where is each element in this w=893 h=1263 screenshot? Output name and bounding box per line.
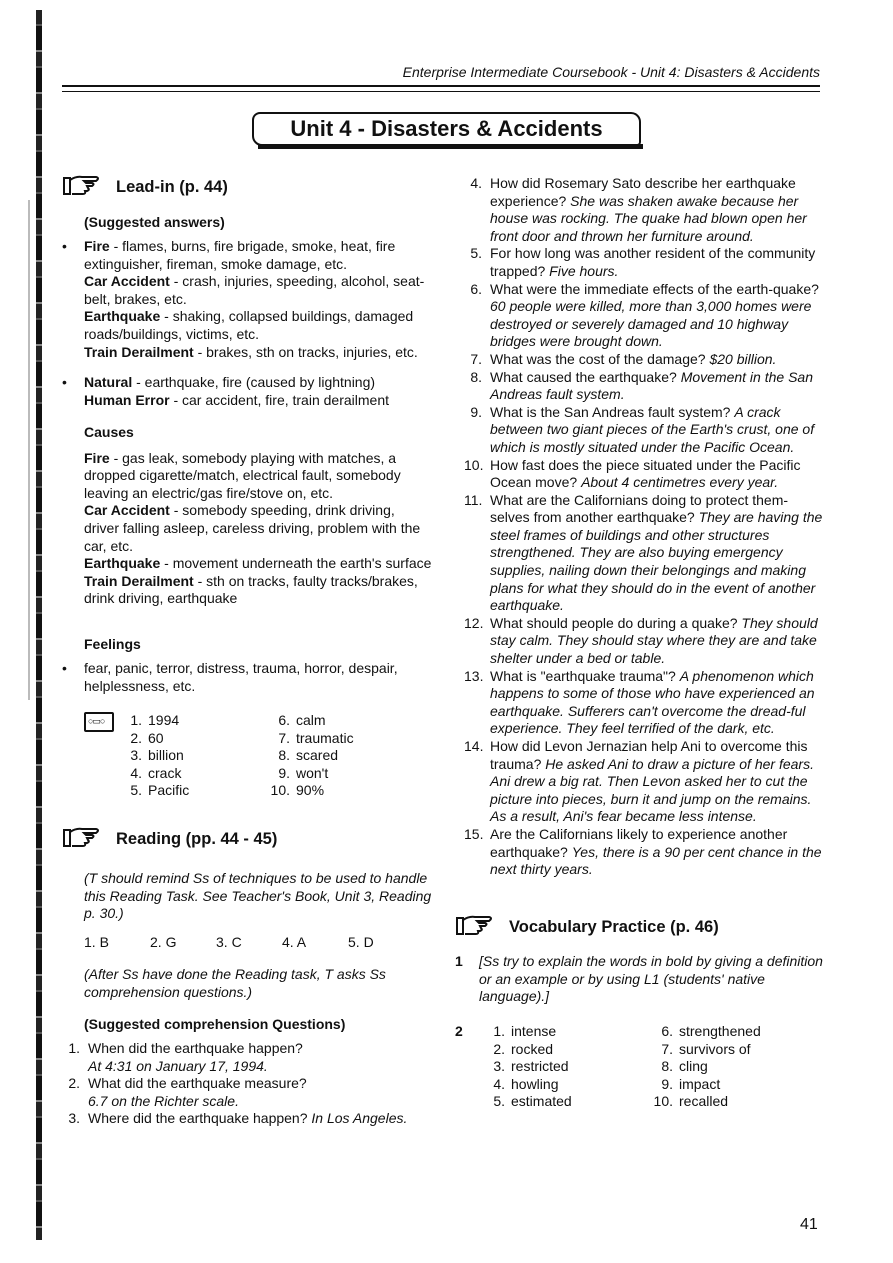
causes-heading: Causes	[84, 424, 134, 440]
question-number: 9.	[470, 403, 482, 420]
reading-heading: Reading (pp. 44 - 45)	[62, 824, 277, 855]
answer-text: They are having the steel frames of buildings and other structures strengthened. They are also buying emergency supplies, nailing down their belongings and making plans for what they should do in the event of another earthquake.	[490, 509, 823, 614]
question-item	[490, 668, 824, 738]
question-number: 6.	[470, 280, 482, 297]
answer-text: She was shaken awake because her house was rocking. The quake had blown open her front door and thrown her furniture around.	[490, 192, 807, 244]
answer-text: Yes, there is a 90 per cent chance in the next thirty years.	[490, 843, 822, 878]
question-text: What caused the earthquake?	[490, 368, 677, 385]
question-number: 5.	[470, 245, 482, 262]
question-text: What are the Californians doing to protect them-selves from another earthquake?	[490, 491, 789, 526]
answer-text: A crack between two giant pieces of the Earth's crust, one of which is mostly situated under the Pacific Ocean.	[490, 403, 815, 455]
header-rule-thin	[62, 91, 820, 92]
running-head: Enterprise Intermediate Coursebook - Unit 4: Disasters & Accidents	[402, 64, 820, 80]
header-rule	[62, 85, 820, 87]
vocab-heading: Vocabulary Practice (p. 46)	[455, 912, 719, 943]
unit-title: Unit 4 - Disasters & Accidents	[252, 112, 641, 146]
question-item	[490, 492, 824, 615]
lead-in-bullet-1: • Fire - flames, burns, fire brigade, smoke, heat, fire extinguisher, fireman, smoke damage, etc. Car Accident - crash, injuries, speeding, alcohol, seat-belt, brakes, etc. Earthquake - shaking, collapsed buildings, damaged roads/buildings, victims, etc. Train Derailment - brakes, sth on tracks, injuries, etc.	[62, 238, 432, 361]
listening-answers: 1. 1994 6. calm 2. 60 7. traumatic 3. billion 8. scared 4. crack 9. won't 5. Pacific 10. 90%	[130, 712, 354, 799]
answer-text: Movement in the San Andreas fault system.	[490, 368, 813, 403]
question-text: What is the San Andreas fault system?	[490, 403, 731, 420]
question-text: How did Rosemary Sato describe her earthquake experience?	[490, 175, 796, 209]
feelings-bullet: • fear, panic, terror, distress, trauma, horror, despair, helplessness, etc.	[62, 660, 432, 695]
question-item	[490, 281, 824, 351]
question-item	[490, 457, 824, 492]
question-item	[490, 351, 824, 369]
question-item	[490, 826, 824, 879]
pointing-hand-icon	[62, 824, 102, 855]
question-item	[490, 245, 824, 280]
question-number: 13.	[464, 667, 484, 684]
vocab-exercise-2: 2 1. intense 6. strengthened 2. rocked 7. survivors of 3. restricted 8. cling 4. howling 9. impact 5. estimated 10. recalled	[455, 1023, 761, 1110]
lead-in-heading: Lead-in (p. 44)	[62, 172, 228, 203]
question-text: What was the cost of the damage?	[490, 350, 706, 367]
question-number: 11.	[464, 491, 483, 508]
question-number: 14.	[464, 738, 484, 754]
lead-in-bullet-2: • Natural - earthquake, fire (caused by lightning) Human Error - car accident, fire, train derailment	[62, 374, 432, 409]
suggested-answers-label: (Suggested answers)	[84, 214, 225, 230]
question-text: What were the immediate effects of the earth-quake?	[490, 280, 819, 297]
question-number: 15.	[464, 825, 484, 842]
reading-answers: 1. B 2. G 3. C 4. A 5. D	[84, 934, 374, 950]
question-text: What is "earthquake trauma"?	[490, 667, 676, 684]
binding-shadow	[28, 200, 30, 700]
question-number: 8.	[470, 368, 482, 385]
question-item	[490, 615, 824, 668]
question-text: How fast does the piece situated under the Pacific Ocean move?	[490, 456, 801, 491]
vocab-exercise-1: 1 [Ss try to explain the words in bold by giving a definition or an example or by using L1 (students' native language).]	[455, 953, 823, 1005]
answer-text: They should stay calm. They should stay where they are and take shelter under a bed or table.	[490, 614, 818, 667]
answer-text: He asked Ani to draw a picture of her fears. Ani drew a big rat. Then Levon asked her to cut the picture into pieces, burn it and jump on the remains. As a result, Ani's fear became less intense.	[490, 755, 814, 825]
answer-text: $20 billion.	[709, 350, 777, 367]
question-text: Are the Californians likely to experience another earthquake?	[490, 825, 788, 860]
question-number: 4.	[470, 175, 482, 191]
comprehension-questions-right	[464, 175, 824, 879]
question-number: 7.	[470, 350, 482, 367]
cassette-icon	[84, 712, 114, 732]
comprehension-heading: (Suggested comprehension Questions)	[84, 1016, 346, 1032]
question-number: 12.	[464, 614, 484, 631]
answer-text: A phenomenon which happens to some of those who have experienced an earthquake. Sufferers can't overcome the dread-ful experience. They feel terrified of the dark, etc.	[490, 667, 815, 737]
lead-in-body	[84, 214, 434, 240]
question-item	[490, 404, 824, 457]
question-item	[490, 738, 824, 826]
question-item	[490, 369, 824, 404]
binding-edge	[36, 10, 42, 1240]
feelings-heading: Feelings	[84, 636, 141, 652]
pointing-hand-icon	[455, 912, 495, 943]
answer-text: 60 people were killed, more than 3,000 homes were destroyed or severely damaged and 10 highway bridges were brought down.	[490, 298, 812, 350]
question-text: For how long was another resident of the community trapped?	[490, 245, 816, 279]
page-number: 41	[800, 1216, 818, 1233]
question-number: 10.	[464, 456, 484, 473]
question-text: How did Levon Jernazian help Ani to overcome this trauma?	[490, 738, 808, 772]
comprehension-questions-left: 1. When did the earthquake happen? At 4:31 on January 17, 1994. 2. What did the earthquake measure? 6.7 on the Richter scale. 3. Where did the earthquake happen? In Los Angeles.	[68, 1040, 408, 1127]
question-item	[490, 175, 824, 245]
question-text: What should people do during a quake?	[490, 614, 738, 631]
pointing-hand-icon	[62, 172, 102, 203]
causes-section: Causes Fire - gas leak, somebody playing with matches, a dropped cigarette/match, electrical fault, somebody leaving an electric/gas fire/stove on, etc. Car Accident - somebody speeding, drink driving, driver falling asleep, careless driving, problem with the car, etc. Earthquake - movement underneath the earth's surface Train Derailment - sth on tracks, faulty tracks/brakes, drink driving, earthquake	[84, 424, 432, 607]
answer-text: About 4 centimetres every year.	[581, 474, 779, 491]
answer-text: Five hours.	[549, 262, 619, 279]
after-reading-note: (After Ss have done the Reading task, T asks Ss comprehension questions.)	[84, 966, 386, 1000]
reading-note: (T should remind Ss of techniques to be used to handle this Reading Task. See Teacher's Book, Unit 3, Reading p. 30.)	[84, 870, 432, 922]
